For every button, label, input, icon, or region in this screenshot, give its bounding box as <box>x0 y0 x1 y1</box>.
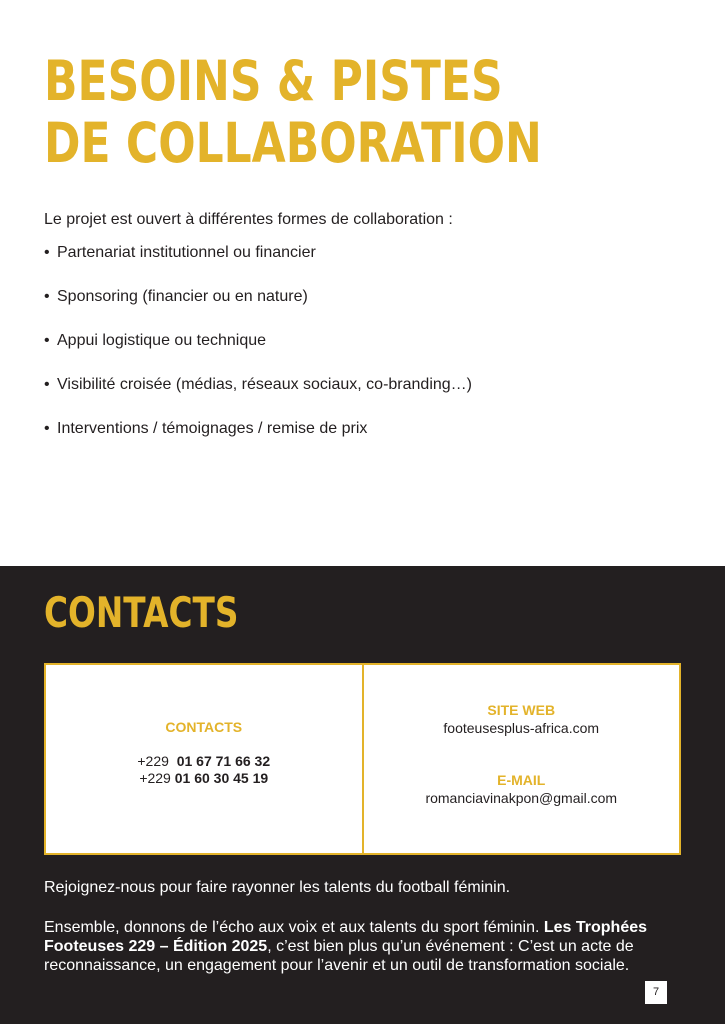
list-item <box>44 375 472 419</box>
list-item <box>44 331 472 375</box>
list-item-text: Sponsoring (financier ou en nature) <box>57 288 308 305</box>
phone-prefix: +229 <box>139 770 171 786</box>
contacts-label: CONTACTS <box>165 719 243 735</box>
event-name: Les Trophées Footeuses 229 – Édition 2025 <box>44 919 648 955</box>
title-line-2: DE COLLABORATION <box>44 111 542 175</box>
bullet-icon: • <box>44 376 50 393</box>
page-number: 7 <box>645 981 667 1004</box>
bullet-icon: • <box>44 332 50 349</box>
collaboration-list <box>44 243 472 463</box>
list-item <box>44 243 472 287</box>
closing-paragraph <box>44 918 694 975</box>
web-email-column <box>364 665 680 853</box>
closing-text-start: Ensemble, donnons de l’écho aux voix et aux talents du sport féminin. <box>44 919 544 936</box>
list-item-text: Appui logistique ou technique <box>57 332 267 349</box>
list-item <box>44 287 472 331</box>
site-web-label: SITE WEB <box>487 702 556 718</box>
list-item-text: Visibilité croisée (médias, réseaux sociaux, co-branding…) <box>57 376 472 393</box>
bullet-icon: • <box>44 288 50 305</box>
email-label: E-MAIL <box>497 772 546 788</box>
closing-text-end: , c’est bien plus qu’un événement : C’est un acte de reconnaissance, un engagement pour l’avenir et un outil de transformation sociale. <box>44 938 634 974</box>
contacts-box <box>44 663 681 855</box>
intro-text: Le projet est ouvert à différentes formes de collaboration : <box>44 211 453 228</box>
phone-number[interactable] <box>46 770 362 787</box>
list-item-text: Partenariat institutionnel ou financier <box>57 244 316 261</box>
list-item-text: Interventions / témoignages / remise de prix <box>57 420 368 437</box>
phone-digits: 01 67 71 66 32 <box>176 753 271 769</box>
site-web-link[interactable]: footeusesplus-africa.com <box>443 720 600 736</box>
title-line-1: BESOINS & PISTES <box>44 49 503 113</box>
bullet-icon: • <box>44 420 50 437</box>
phone-column <box>46 665 364 853</box>
page-title <box>44 50 542 174</box>
phone-list <box>46 753 362 787</box>
contacts-heading: CONTACTS <box>44 588 239 637</box>
email-link[interactable]: romanciavinakpon@gmail.com <box>425 790 618 806</box>
invitation-text: Rejoignez-nous pour faire rayonner les talents du football féminin. <box>44 879 511 896</box>
list-item <box>44 419 472 463</box>
phone-number[interactable] <box>46 753 362 770</box>
bullet-icon: • <box>44 244 50 261</box>
phone-prefix: +229 <box>137 753 169 769</box>
phone-digits: 01 60 30 45 19 <box>174 770 269 786</box>
